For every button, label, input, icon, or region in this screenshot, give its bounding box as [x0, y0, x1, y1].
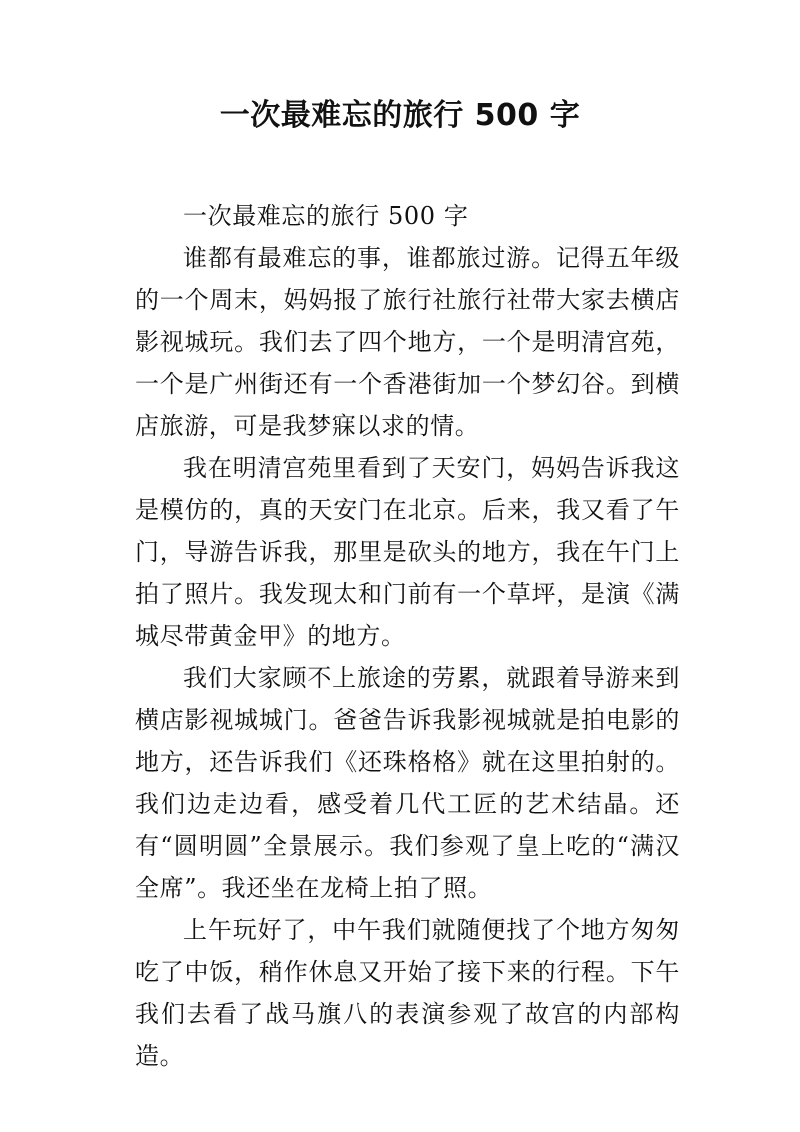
paragraph-1: 谁都有最难忘的事，谁都旅过游。记得五年级的一个周末，妈妈报了旅行社旅行社带大家去横店影视城玩。我们去了四个地方，一个是明清宫苑，一个是广州街还有一个香港街加一个梦幻谷。到横店旅游，可是我梦寐以求的情。	[135, 244, 680, 440]
paragraph-2: 我在明清宫苑里看到了天安门，妈妈告诉我这是模仿的，真的天安门在北京。后来，我又看了午门，导游告诉我，那里是砍头的地方，我在午门上拍了照片。我发现太和门前有一个草坪，是演《满城尽带黄金甲》的地方。	[135, 454, 680, 650]
document-body	[135, 195, 680, 1077]
document-subtitle: 一次最难忘的旅行 500 字	[183, 202, 469, 230]
paragraph-3: 我们大家顾不上旅途的劳累，就跟着导游来到横店影视城城门。爸爸告诉我影视城就是拍电影的地方，还告诉我们《还珠格格》就在这里拍射的。我们边走边看，感受着几代工匠的艺术结晶。还有“圆明圆”全景展示。我们参观了皇上吃的“满汉全席”。我还坐在龙椅上拍了照。	[135, 664, 680, 902]
paragraph-4: 上午玩好了，中午我们就随便找了个地方匆匆吃了中饭，稍作休息又开始了接下来的行程。下午我们去看了战马旗八的表演参观了故宫的内部构造。	[135, 916, 680, 1070]
document-title: 一次最难忘的旅行 500 字	[219, 98, 581, 133]
